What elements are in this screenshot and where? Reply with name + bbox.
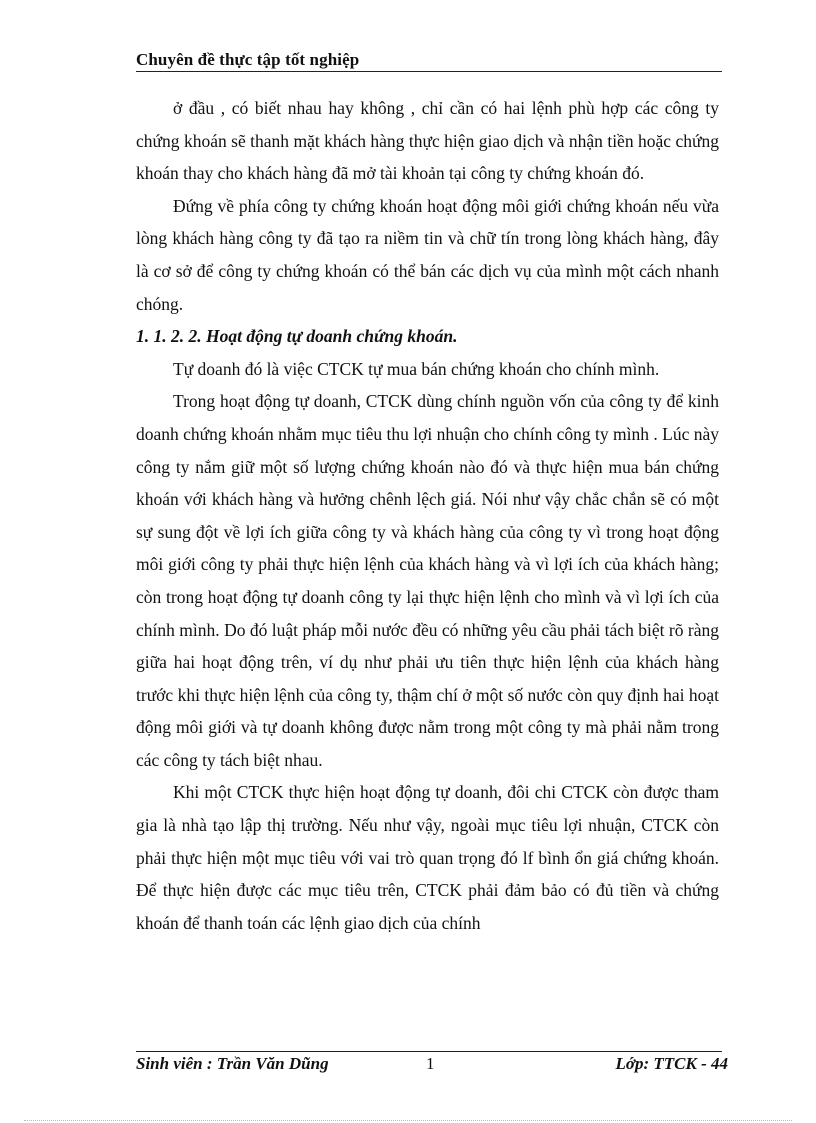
paragraph-5: Khi một CTCK thực hiện hoạt động tự doanh, đôi chi CTCK còn được tham gia là nhà tạo lập thị trường. Nếu như vậy, ngoài mục tiêu lợi nhuận, CTCK còn phải thực hiện một mục tiêu với vai trò quan trọng đó lf bình ổn giá chứng khoán. Để thực hiện được các mục tiêu trên, CTCK phải đảm bảo có đủ tiền và chứng khoán để thanh toán các lệnh giao dịch của chính [136,782,719,933]
header-divider [136,71,722,72]
footer-divider [136,1051,722,1052]
page-boundary-divider [24,1120,792,1121]
paragraph-4: Trong hoạt động tự doanh, CTCK dùng chính nguồn vốn của công ty để kinh doanh chứng khoán nhằm mục tiêu thu lợi nhuận cho chính công ty mình . Lúc này công ty nắm giữ một số lượng chứng khoán nào đó và thực hiện mua bán chứng khoán với khách hàng và hưởng chênh lệch giá. Nói như vậy chắc chắn sẽ có một sự sung đột về lợi ích giữa công ty và khách hàng của công ty vì trong hoạt động môi giới công ty phải thực hiện lệnh của khách hàng và vì lợi ích của khách hàng; còn trong hoạt động tự doanh công ty lại thực hiện lệnh cho mình và vì lợi ích của chính mình. Do đó luật pháp mỗi nước đều có những yêu cầu phải tách biệt rõ ràng giữa hai hoạt động trên, ví dụ như phải ưu tiên thực hiện lệnh của khách hàng trước khi thực hiện lệnh của công ty, thậm chí ở một số nước còn quy định hai hoạt động môi giới và tự doanh không được nằm trong một công ty mà phải nằm trong các công ty tách biệt nhau. [136,391,719,770]
footer-class-label: Lớp: TTCK - 44 [615,1054,728,1073]
document-body [136,92,719,939]
footer-student-name: Sinh viên : Trần Văn Dũng [136,1054,329,1073]
paragraph-3: Tự doanh đó là việc CTCK tự mua bán chứng khoán cho chính mình. [173,358,660,379]
section-heading: 1. 1. 2. 2. Hoạt động tự doanh chứng khoán. [136,326,458,347]
page-number: 1 [426,1054,435,1073]
paragraph-1: ở đầu , có biết nhau hay không , chỉ cần có hai lệnh phù hợp các công ty chứng khoán sẽ thanh mặt khách hàng thực hiện giao dịch và nhận tiền hoặc chứng khoán thay cho khách hàng đã mở tài khoản tại công ty chứng khoán đó. [136,98,719,184]
paragraph-2: Đứng về phía công ty chứng khoán hoạt động môi giới chứng khoán nếu vừa lòng khách hàng công ty đã tạo ra niềm tin và chữ tín trong lòng khách hàng, đây là cơ sở để công ty chứng khoán có thể bán các dịch vụ của mình một cách nhanh chóng. [136,195,719,314]
page-header-title: Chuyên đề thực tập tốt nghiệp [136,50,360,69]
